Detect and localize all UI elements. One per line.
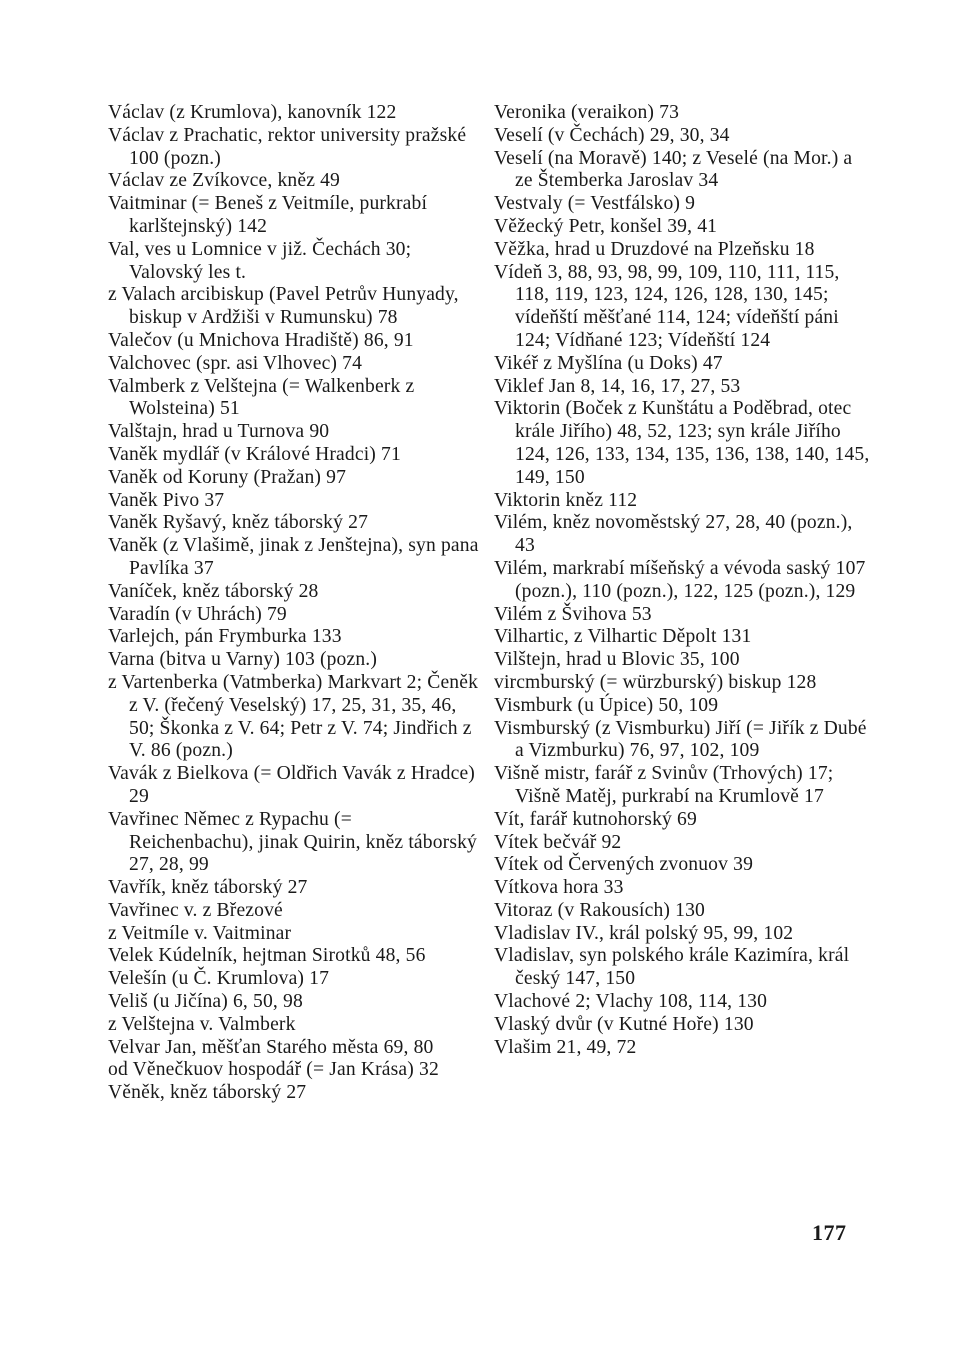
index-entry: Vaitminar (= Beneš z Veitmíle, purkrabí karlštejnský) 142 [108, 193, 428, 237]
index-entry: Valštajn, hrad u Turnova 90 [108, 421, 330, 443]
index-entry: od Věnečkuov hospodář (= Jan Krása) 32 [108, 1059, 439, 1081]
index-entry: Velvar Jan, měšťan Starého města 69, 80 [108, 1036, 434, 1058]
index-entry: Vaněk mydlář (v Králové Hradci) 71 [108, 443, 401, 465]
index-entry: Vaněk (z Vlašimě, jinak z Jenštejna), syn pana Pavlíka 37 [108, 535, 479, 579]
index-entry: Vaněk Pivo 37 [108, 489, 225, 511]
index-entry: Varadín (v Uhrách) 79 [108, 603, 287, 625]
index-entry: Velešín (u Č. Krumlova) 17 [108, 968, 330, 990]
index-entry: Vladislav, syn polského krále Kazimíra, král český 147, 150 [494, 945, 850, 990]
index-entry: Vlachové 2; Vlachy 108, 114, 130 [494, 991, 768, 1013]
index-entry: Viklef Jan 8, 14, 16, 17, 27, 53 [494, 375, 741, 397]
index-entry: Vestvaly (= Vestfálsko) 9 [494, 193, 696, 215]
page-number: 177 [812, 1220, 847, 1245]
index-entry: z Vartenberka (Vatmberka) Markvart 2; Čeněk z V. (řečený Veselský) 17, 25, 31, 35, 46, 50; Škonka z V. 64; Petr z V. 74; Jindřich z V. 86 (pozn.) [108, 671, 479, 762]
index-entry: Vitoraz (v Rakousích) 130 [494, 899, 705, 921]
index-entry: z Veitmíle v. Vaitminar [108, 922, 292, 944]
index-entry: Veselí (v Čechách) 29, 30, 34 [494, 124, 730, 146]
index-column-right [494, 102, 870, 1059]
index-entry: Václav z Prachatic, rektor university pražské 100 (pozn.) [108, 124, 467, 169]
index-entry: Valečov (u Mnichova Hradiště) 86, 91 [108, 329, 414, 351]
index-entry: Václav ze Zvíkovce, kněz 49 [108, 170, 340, 192]
index-entry: Vídeň 3, 88, 93, 98, 99, 109, 110, 111, 115, 118, 119, 123, 124, 126, 128, 130, 145; vídeňští měšťané 114, 124; vídeňští páni 124; Vídňané 123; Vídeňští 124 [494, 261, 840, 351]
index-entry: Vladislav IV., král polský 95, 99, 102 [494, 922, 794, 944]
index-entry: Vismburský (z Vismburku) Jiří (= Jiřík z Dubé a Vizmburku) 76, 97, 102, 109 [494, 717, 867, 762]
index-entry: Vaníček, kněz táborský 28 [108, 580, 319, 602]
index-entry: Vítek bečvář 92 [494, 831, 622, 853]
index-entry: Vlaský dvůr (v Kutné Hoře) 130 [494, 1013, 754, 1035]
index-entry: Vikéř z Myšlína (u Doks) 47 [494, 352, 723, 374]
index-entry: z Valach arcibiskup (Pavel Petrův Hunyady, biskup v Ardžiši v Rumunsku) 78 [108, 284, 459, 329]
index-entry: Valchovec (spr. asi Vlhovec) 74 [108, 352, 363, 374]
index-entry: Vaněk od Koruny (Pražan) 97 [108, 466, 347, 488]
index-entry: Vítkova hora 33 [494, 877, 624, 899]
index-entry: Věžka, hrad u Druzdové na Plzeňsku 18 [494, 238, 815, 260]
index-entry: Václav (z Krumlova), kanovník 122 [108, 102, 397, 123]
index-entry: Vilém, markrabí míšeňský a vévoda saský 107 (pozn.), 110 (pozn.), 122, 125 (pozn.), 129 [494, 557, 866, 602]
index-entry: Vít, farář kutnohorský 69 [494, 808, 697, 830]
index-entry: Vilém, kněz novoměstský 27, 28, 40 (pozn.), 43 [494, 512, 853, 557]
index-entry: Val, ves u Lomnice v již. Čechách 30; Valovský les t. [108, 238, 412, 283]
index-entry: Vlašim 21, 49, 72 [494, 1036, 637, 1058]
index-entry: Vismburk (u Úpice) 50, 109 [494, 694, 719, 716]
index-entry: Veronika (veraikon) 73 [494, 102, 680, 123]
index-entry: z Velštejna v. Valmberk [108, 1013, 296, 1035]
index-entry: Vavřinec Němec z Rypachu (= Reichenbachu), jinak Quirin, kněz táborský 27, 28, 99 [108, 808, 477, 876]
index-entry: Veliš (u Jičína) 6, 50, 98 [108, 991, 303, 1013]
index-entry: Vavřík, kněz táborský 27 [108, 877, 308, 899]
index-entry: Viktorin kněz 112 [494, 489, 638, 511]
index-column-left [108, 102, 480, 1105]
index-entry: Varlejch, pán Frymburka 133 [108, 626, 342, 648]
index-entry: Višně mistr, farář z Svinův (Trhových) 17; Višně Matěj, purkrabí na Krumlově 17 [494, 763, 834, 807]
index-entry: Valmberk z Velštejna (= Walkenberk z Wolsteina) 51 [108, 375, 415, 420]
index-entry: Vaněk Ryšavý, kněz táborský 27 [108, 512, 369, 534]
index-entry: Vítek od Červených zvonuov 39 [494, 854, 754, 876]
index-entry: Viktorin (Boček z Kunštátu a Poděbrad, otec krále Jiřího) 48, 52, 123; syn krále Jiřího 124, 126, 133, 134, 135, 136, 138, 140, 145, 149, 150 [494, 398, 870, 488]
index-entry: Vavřinec v. z Březové [108, 899, 283, 921]
index-entry: Věněk, kněz táborský 27 [108, 1082, 307, 1104]
index-entry: Vilhartic, z Vilhartic Děpolt 131 [494, 626, 752, 648]
index-entry: Vilém z Švihova 53 [494, 603, 652, 625]
index-entry: Velek Kúdelník, hejtman Sirotků 48, 56 [108, 945, 426, 967]
index-entry: Věžecký Petr, konšel 39, 41 [494, 215, 718, 237]
index-entry: Vavák z Bielkova (= Oldřich Vavák z Hradce) 29 [108, 763, 475, 807]
index-entry: vircmburský (= würzburský) biskup 128 [494, 671, 817, 693]
index-entry: Vilštejn, hrad u Blovic 35, 100 [494, 649, 740, 671]
index-entry: Varna (bitva u Varny) 103 (pozn.) [108, 649, 378, 671]
index-entry: Veselí (na Moravě) 140; z Veselé (na Mor.) a ze Štemberka Jaroslav 34 [494, 147, 853, 192]
